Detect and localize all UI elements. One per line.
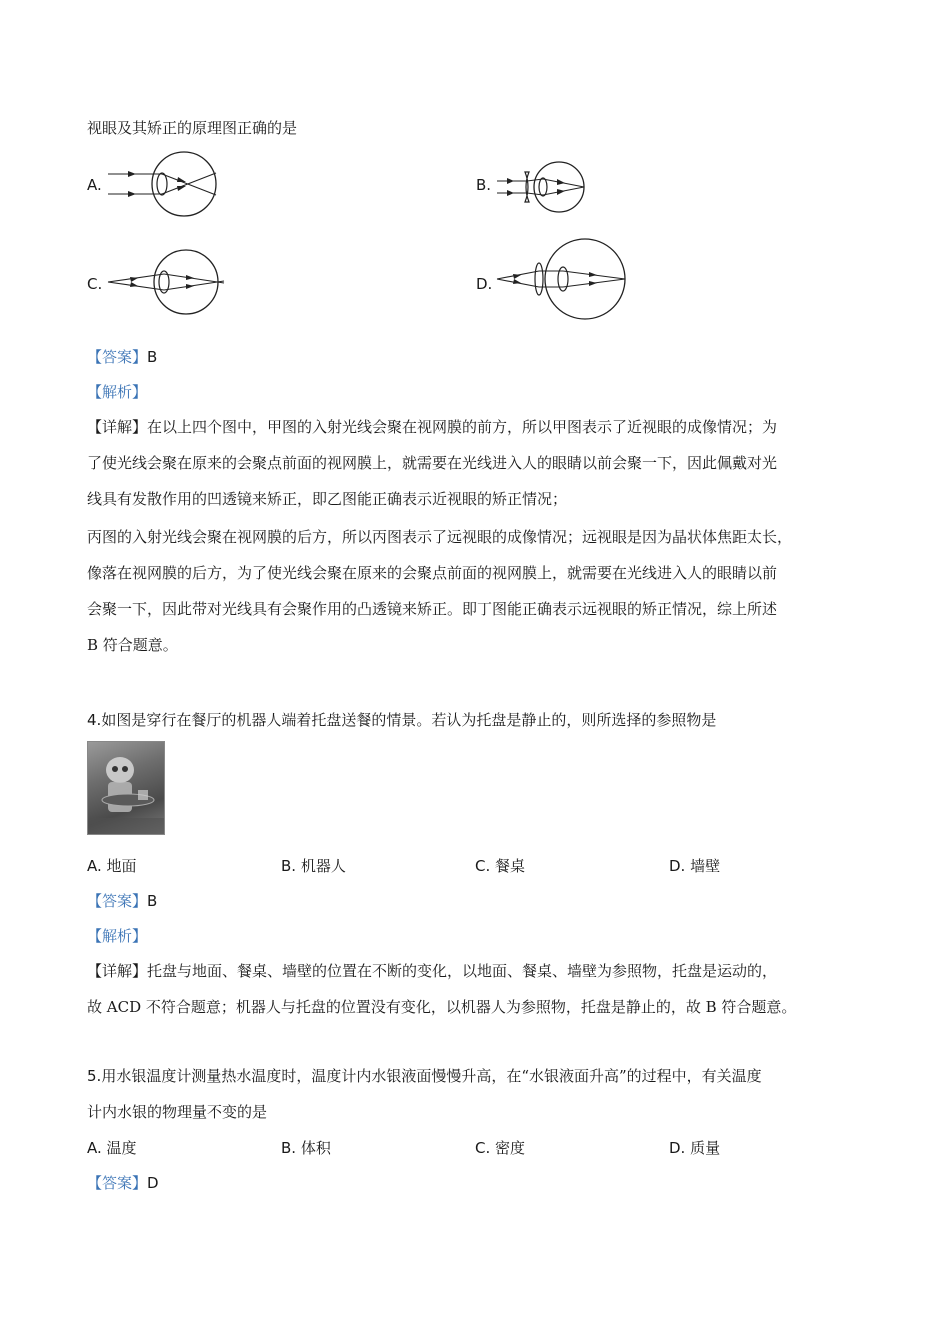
q4-option-a	[87, 856, 137, 876]
q5-option-c-text: 密度	[495, 1139, 526, 1157]
q3-diagram-a	[108, 148, 220, 220]
q4-option-c-text: 餐桌	[495, 857, 526, 875]
q5-option-b-letter: B.	[281, 1139, 297, 1157]
q4-analysis-tag: 【解析】	[87, 927, 148, 945]
q3-detail	[87, 409, 867, 517]
q3-detail-2-line-4: B 符合题意。	[87, 636, 178, 654]
q3-stem-tail: 视眼及其矫正的原理图正确的是	[87, 119, 298, 137]
q4-detail	[87, 953, 867, 1025]
q4-option-c	[475, 856, 525, 876]
q4-option-b	[281, 856, 346, 876]
q5-option-a-text: 温度	[106, 1139, 137, 1157]
q5-option-d	[669, 1138, 720, 1158]
q3-detail-line-2: 了使光线会聚在原来的会聚点前面的视网膜上，就需要在光线进入人的眼睛以前会聚一下，因此佩戴对光	[87, 454, 778, 472]
q5-stem-line-2: 计内水银的物理量不变的是	[87, 1103, 268, 1121]
q4-answer-value: B	[147, 892, 158, 910]
q4-option-b-letter: B.	[281, 857, 297, 875]
q4-option-a-letter: A.	[87, 857, 102, 875]
q3-diagram-b	[497, 158, 589, 216]
q4-detail-line-2: 故 ACD 不符合题意；机器人与托盘的位置没有变化，以机器人为参照物，托盘是静止的，故 B 符合题意。	[87, 998, 797, 1016]
q5-option-a	[87, 1138, 137, 1158]
q3-detail-line-3: 线具有发散作用的凹透镜来矫正，即乙图能正确表示近视眼的矫正情况；	[87, 490, 568, 508]
q5-option-d-text: 质量	[690, 1139, 721, 1157]
q5-option-b-text: 体积	[300, 1139, 331, 1157]
q3-option-a-label: A.	[87, 176, 102, 194]
q3-diagram-c	[108, 246, 228, 318]
q3-diagram-d	[497, 235, 629, 323]
q3-option-d-label: D.	[476, 275, 493, 293]
q5-option-c-letter: C.	[475, 1139, 491, 1157]
q4-option-a-text: 地面	[106, 857, 137, 875]
q3-detail-line-1: 在以上四个图中，甲图的入射光线会聚在视网膜的前方，所以甲图表示了近视眼的成像情况；为	[147, 418, 778, 436]
q4-stem	[87, 710, 716, 730]
q5-option-b	[281, 1138, 331, 1158]
q3-detail-2-line-2: 像落在视网膜的后方，为了使光线会聚在原来的会聚点前面的视网膜上，就需要在光线进入人的眼睛以前	[87, 564, 778, 582]
q4-number: 4.	[87, 711, 102, 729]
q3-option-c-label: C.	[87, 275, 103, 293]
q4-option-d-text: 墙壁	[690, 857, 721, 875]
q4-robot-photo	[87, 741, 165, 835]
q5-stem-line-1: 用水银温度计测量热水温度时，温度计内水银液面慢慢升高，在“水银液面升高”的过程中，有关温度	[101, 1067, 762, 1085]
q4-option-d-letter: D.	[669, 857, 686, 875]
q3-answer-value: B	[147, 348, 158, 366]
q5-stem	[87, 1058, 867, 1130]
q5-answer-value: D	[147, 1174, 159, 1192]
q5-option-d-letter: D.	[669, 1139, 686, 1157]
q5-option-c	[475, 1138, 525, 1158]
q4-option-d	[669, 856, 720, 876]
q4-option-c-letter: C.	[475, 857, 491, 875]
q5-answer-tag: 【答案】	[87, 1174, 148, 1192]
q4-stem-text: 如图是穿行在餐厅的机器人端着托盘送餐的情景。若认为托盘是静止的，则所选择的参照物是	[101, 711, 717, 729]
q4-option-b-text: 机器人	[300, 857, 346, 875]
q4-answer-row	[87, 891, 157, 911]
q4-detail-line-1: 托盘与地面、餐桌、墙壁的位置在不断的变化，以地面、餐桌、墙壁为参照物，托盘是运动的，	[147, 962, 778, 980]
q3-answer-row	[87, 347, 157, 367]
q3-detail-2-line-3: 会聚一下，因此带对光线具有会聚作用的凸透镜来矫正。即丁图能正确表示远视眼的矫正情况，综上所述	[87, 600, 778, 618]
q4-answer-tag: 【答案】	[87, 892, 148, 910]
q3-answer-tag: 【答案】	[87, 348, 148, 366]
q3-option-b-label: B.	[476, 176, 492, 194]
q5-answer-row	[87, 1173, 159, 1193]
q5-option-a-letter: A.	[87, 1139, 102, 1157]
q3-detail-2	[87, 519, 867, 663]
q3-analysis-tag: 【解析】	[87, 383, 148, 401]
q4-detail-tag: 【详解】	[87, 962, 148, 980]
q5-number: 5.	[87, 1067, 102, 1085]
q3-detail-2-line-1: 丙图的入射光线会聚在视网膜的后方，所以丙图表示了远视眼的成像情况；远视眼是因为晶状体焦距太长，	[87, 528, 793, 546]
q3-detail-tag: 【详解】	[87, 418, 148, 436]
